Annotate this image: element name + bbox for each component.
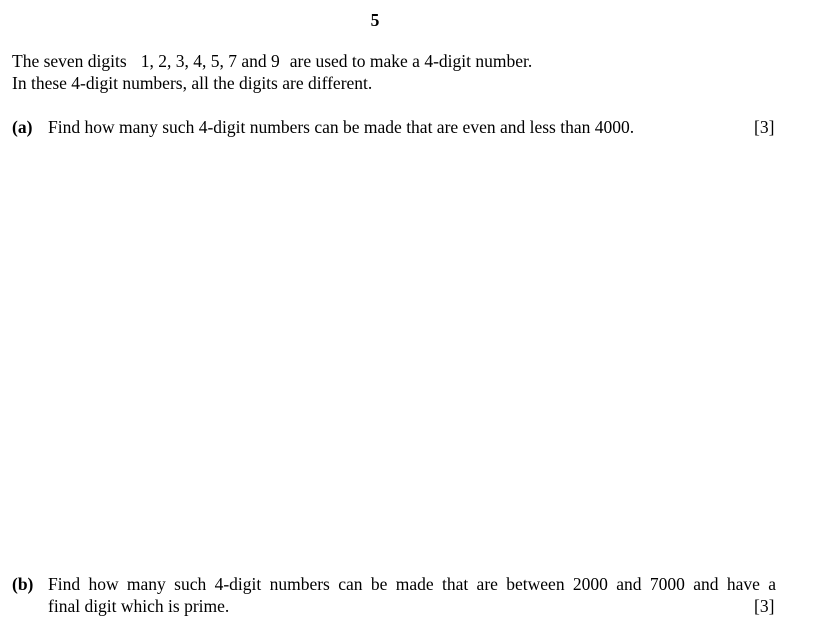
part-b-label: (b)	[12, 574, 34, 594]
part-b-text-line-1: Find how many such 4-digit numbers can be made that are between 2000 and 7000 and have a	[48, 574, 776, 594]
question-intro-line-2: In these 4-digit numbers, all the digits are different.	[12, 73, 373, 93]
question-number: 5	[370, 10, 380, 30]
part-a-label: (a)	[12, 117, 33, 137]
intro-text-before-digits: The seven digits	[12, 51, 127, 71]
question-intro-line-1	[12, 50, 532, 72]
part-b-marks: [3]	[754, 596, 775, 616]
part-b-text-line-2: final digit which is prime.	[48, 596, 230, 616]
part-a-text: Find how many such 4-digit numbers can be made that are even and less than 4000.	[48, 117, 635, 137]
part-a-marks: [3]	[754, 117, 775, 137]
intro-text-after-digits: are used to make a 4-digit number.	[289, 51, 533, 71]
intro-digits-list: 1, 2, 3, 4, 5, 7 and 9	[140, 51, 280, 71]
